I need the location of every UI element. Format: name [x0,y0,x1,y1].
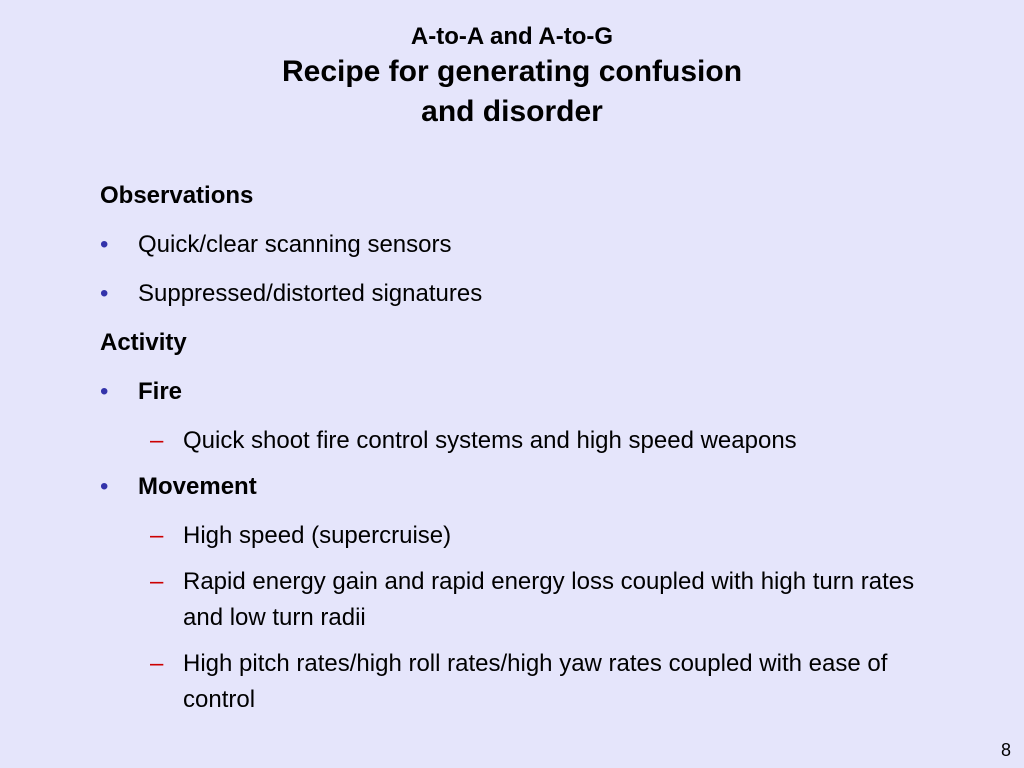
bullet-dash-icon: – [150,522,164,549]
bullet-dot-icon: • [100,378,109,405]
page-number: 8 [1000,740,1011,760]
bullet-dash-icon: – [150,650,164,677]
observation-item-1 [100,231,940,259]
fire-item-text: Quick shoot fire control systems and high speed weapons [183,427,797,454]
fire-item-1 [100,423,940,459]
bullet-dash-icon: – [150,427,164,454]
movement-item-text: High pitch rates/high roll rates/high yaw rates coupled with ease of control [183,650,888,713]
activity-heading: Activity [100,329,187,356]
bullet-dot-icon: • [100,280,109,307]
activity-movement [100,473,940,501]
slide-title-line-1: Recipe for generating confusion [281,55,743,88]
observations-heading: Observations [100,182,254,209]
movement-item-3 [100,646,940,718]
slide-title-line-2: and disorder [421,95,603,128]
movement-item-text: Rapid energy gain and rapid energy loss coupled with high turn rates and low turn radii [183,568,915,631]
activity-fire-label: Fire [138,378,183,405]
slide-body [100,182,940,732]
movement-item-2 [100,564,940,636]
observation-item-text: Quick/clear scanning sensors [138,231,452,258]
slide-subtitle: A-to-A and A-to-G [410,23,614,50]
observation-item-2 [100,280,940,308]
movement-item-text: High speed (supercruise) [183,522,452,549]
slide-title-block [0,22,1024,132]
activity-movement-label: Movement [138,473,257,500]
bullet-dot-icon: • [100,231,109,258]
bullet-dot-icon: • [100,473,109,500]
bullet-dash-icon: – [150,568,164,595]
observation-item-text: Suppressed/distorted signatures [138,280,483,307]
activity-fire [100,378,940,406]
movement-item-1 [100,518,940,554]
